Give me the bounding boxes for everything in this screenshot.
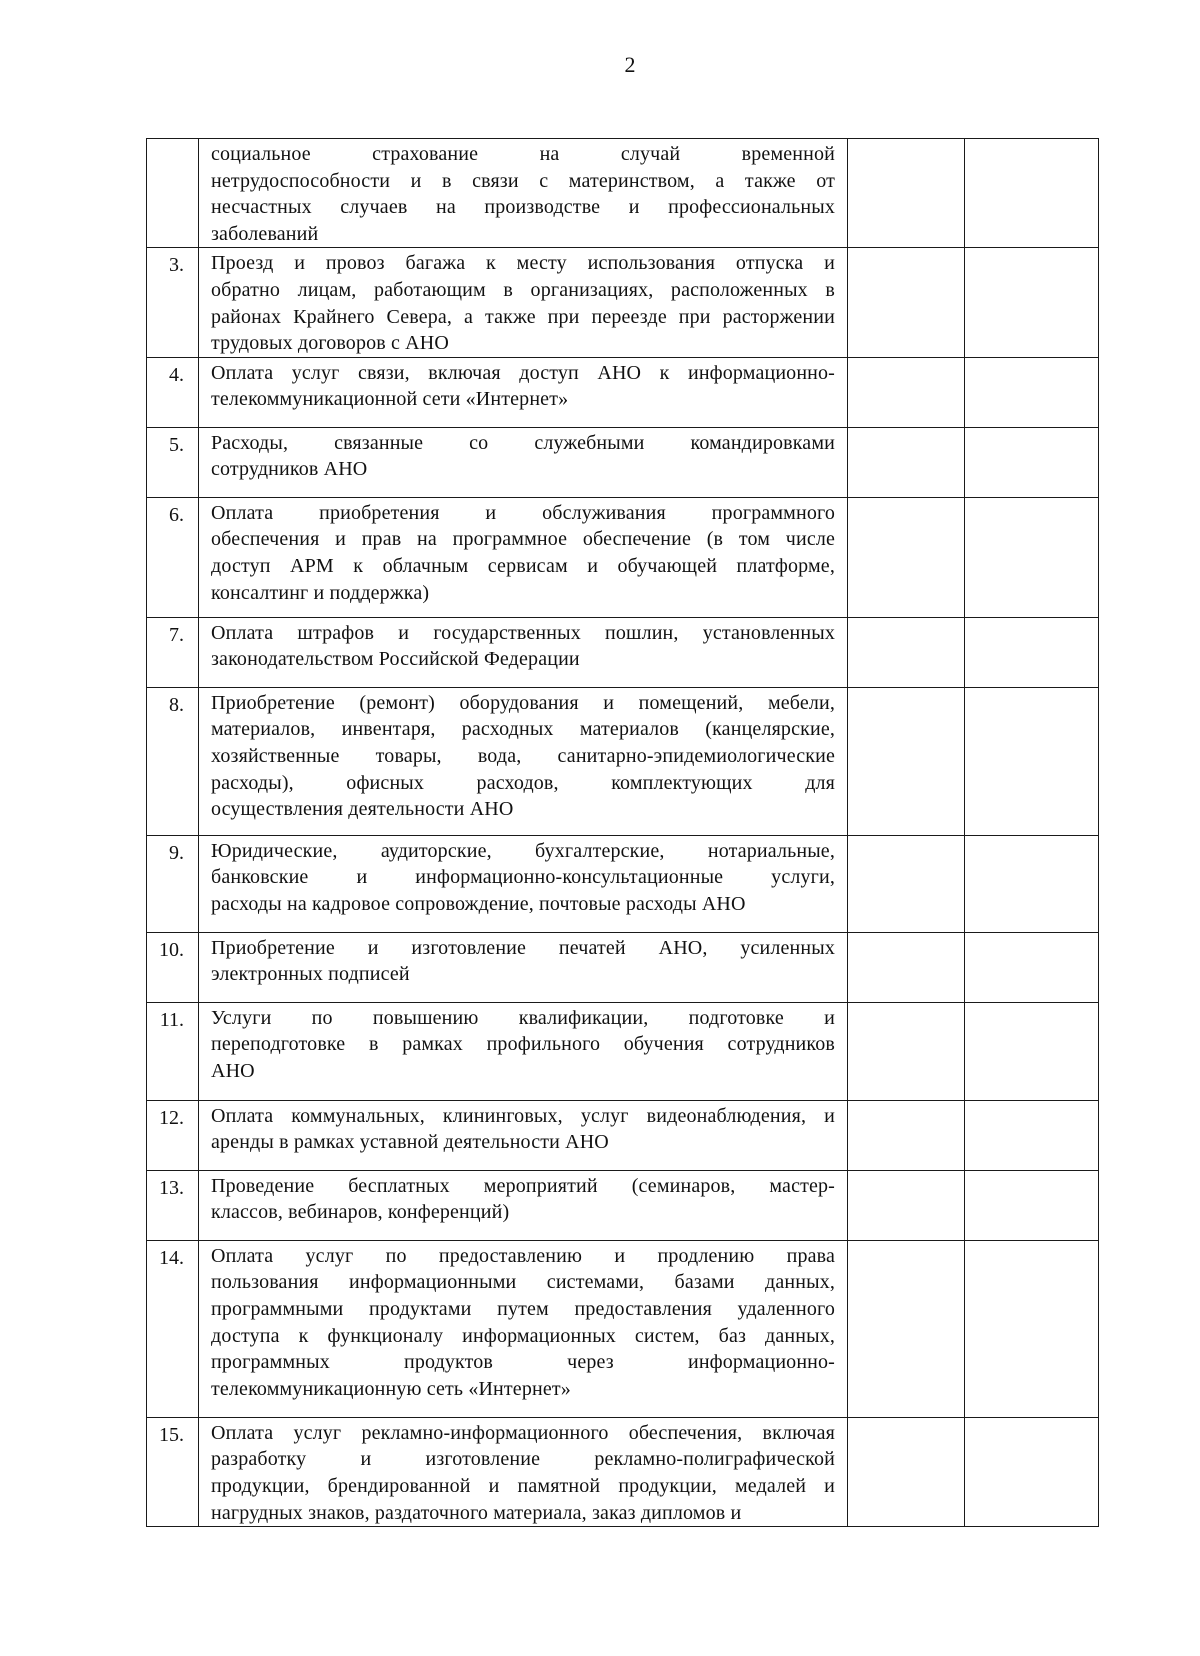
description-line: Приобретение и изготовление печатей АНО, усиленных: [211, 936, 835, 959]
description-line: несчастных случаев на производстве и профессиональных: [211, 196, 835, 219]
expense-table-body: [147, 139, 1099, 1527]
table-row: [147, 427, 1099, 497]
description-line: Оплата штрафов и государственных пошлин, установленных: [211, 621, 835, 644]
empty-cell: [965, 357, 1099, 427]
empty-cell: [848, 617, 965, 687]
description-line: АНО: [211, 1059, 255, 1082]
empty-cell: [848, 1170, 965, 1240]
row-description: [199, 427, 848, 497]
description-line: материалов, инвентаря, расходных материалов (канцелярские,: [211, 718, 835, 741]
empty-cell: [965, 1100, 1099, 1170]
description-line: нетрудоспособности и в связи с материнством, а также от: [211, 169, 835, 192]
empty-cell: [848, 427, 965, 497]
row-description: [199, 1002, 848, 1100]
table-row: [147, 248, 1099, 357]
row-number: 4.: [147, 357, 199, 427]
description-line: обеспечения и прав на программное обеспечение (в том числе: [211, 528, 835, 551]
empty-cell: [965, 617, 1099, 687]
description-line: телекоммуникационной сети «Интернет»: [211, 388, 569, 411]
description-line: аренды в рамках уставной деятельности АНО: [211, 1131, 609, 1154]
table-row: [147, 139, 1099, 248]
empty-cell: [848, 497, 965, 617]
empty-cell: [848, 139, 965, 248]
page-number: 2: [624, 52, 636, 77]
row-description: [199, 687, 848, 835]
table-row: [147, 1417, 1099, 1526]
row-description: [199, 357, 848, 427]
row-number: 11.: [147, 1002, 199, 1100]
row-number: 14.: [147, 1240, 199, 1417]
description-line: осуществления деятельности АНО: [211, 798, 514, 821]
description-line: районах Крайнего Севера, а также при переезде при расторжении: [211, 305, 835, 328]
description-line: Приобретение (ремонт) оборудования и помещений, мебели,: [211, 691, 835, 714]
description-line: телекоммуникационную сеть «Интернет»: [211, 1377, 571, 1400]
row-number: 9.: [147, 835, 199, 932]
empty-cell: [965, 497, 1099, 617]
description-line: трудовых договоров с АНО: [211, 332, 449, 355]
table-row: [147, 1240, 1099, 1417]
table-row: [147, 835, 1099, 932]
row-description: [199, 1100, 848, 1170]
empty-cell: [848, 932, 965, 1002]
empty-cell: [965, 1170, 1099, 1240]
description-line: Оплата услуг связи, включая доступ АНО к информационно-: [211, 361, 835, 384]
description-line: Оплата услуг по предоставлению и продлению права: [211, 1244, 835, 1267]
description-line: расходы на кадровое сопровождение, почтовые расходы АНО: [211, 892, 746, 915]
row-description: [199, 617, 848, 687]
empty-cell: [965, 932, 1099, 1002]
table-row: [147, 497, 1099, 617]
description-line: программными продуктами путем предоставления удаленного: [211, 1297, 835, 1320]
row-number: 5.: [147, 427, 199, 497]
row-number: [147, 139, 199, 248]
empty-cell: [965, 139, 1099, 248]
description-line: разработку и изготовление рекламно-полиграфической: [211, 1448, 835, 1471]
table-row: [147, 687, 1099, 835]
description-line: нагрудных знаков, раздаточного материала, заказ дипломов и: [211, 1501, 742, 1524]
description-line: социальное страхование на случай временной: [211, 143, 835, 165]
description-line: Оплата услуг рекламно-информационного обеспечения, включая: [211, 1421, 835, 1444]
empty-cell: [965, 427, 1099, 497]
table-row: [147, 1170, 1099, 1240]
row-description: [199, 835, 848, 932]
row-description: [199, 497, 848, 617]
empty-cell: [965, 1240, 1099, 1417]
row-number: 3.: [147, 248, 199, 357]
row-description: [199, 248, 848, 357]
row-number: 15.: [147, 1417, 199, 1526]
empty-cell: [965, 687, 1099, 835]
table-row: [147, 357, 1099, 427]
row-number: 10.: [147, 932, 199, 1002]
description-line: программных продуктов через информационно-: [211, 1351, 835, 1374]
row-number: 12.: [147, 1100, 199, 1170]
description-line: продукции, брендированной и памятной продукции, медалей и: [211, 1474, 835, 1497]
empty-cell: [848, 835, 965, 932]
row-description: [199, 1170, 848, 1240]
table-row: [147, 1100, 1099, 1170]
empty-cell: [965, 1417, 1099, 1526]
empty-cell: [965, 1002, 1099, 1100]
description-line: Юридические, аудиторские, бухгалтерские, нотариальные,: [211, 839, 835, 862]
row-number: 8.: [147, 687, 199, 835]
empty-cell: [848, 1417, 965, 1526]
empty-cell: [848, 357, 965, 427]
table-row: [147, 617, 1099, 687]
empty-cell: [965, 835, 1099, 932]
description-line: Проезд и провоз багажа к месту использования отпуска и: [211, 252, 835, 275]
empty-cell: [848, 248, 965, 357]
row-number: 13.: [147, 1170, 199, 1240]
table-row: [147, 932, 1099, 1002]
description-line: заболеваний: [211, 222, 319, 245]
empty-cell: [848, 1240, 965, 1417]
description-line: электронных подписей: [211, 963, 410, 986]
row-description: [199, 139, 848, 248]
empty-cell: [965, 248, 1099, 357]
description-line: Расходы, связанные со служебными командировками: [211, 431, 835, 454]
empty-cell: [848, 1100, 965, 1170]
description-line: обратно лицам, работающим в организациях, расположенных в: [211, 278, 835, 301]
description-line: консалтинг и поддержка): [211, 581, 430, 604]
description-line: Оплата приобретения и обслуживания программного: [211, 501, 835, 524]
table-row: [147, 1002, 1099, 1100]
description-line: Услуги по повышению квалификации, подготовке и: [211, 1006, 835, 1029]
description-line: законодательством Российской Федерации: [211, 648, 580, 671]
description-line: Оплата коммунальных, клининговых, услуг видеонаблюдения, и: [211, 1104, 835, 1127]
row-description: [199, 932, 848, 1002]
row-description: [199, 1417, 848, 1526]
description-line: пользования информационными системами, базами данных,: [211, 1271, 835, 1294]
empty-cell: [848, 687, 965, 835]
row-number: 7.: [147, 617, 199, 687]
row-description: [199, 1240, 848, 1417]
description-line: банковские и информационно-консультационные услуги,: [211, 866, 835, 889]
description-line: расходы), офисных расходов, комплектующих для: [211, 771, 835, 794]
description-line: доступа к функционалу информационных систем, баз данных,: [211, 1324, 835, 1347]
expense-table: [146, 138, 1099, 1527]
description-line: сотрудников АНО: [211, 458, 368, 481]
description-line: Проведение бесплатных мероприятий (семинаров, мастер-: [211, 1174, 835, 1197]
description-line: хозяйственные товары, вода, санитарно-эпидемиологические: [211, 744, 835, 767]
row-number: 6.: [147, 497, 199, 617]
description-line: доступ АРМ к облачным сервисам и обучающей платформе,: [211, 554, 835, 577]
description-line: переподготовке в рамках профильного обучения сотрудников: [211, 1033, 835, 1056]
empty-cell: [848, 1002, 965, 1100]
description-line: классов, вебинаров, конференций): [211, 1201, 510, 1224]
